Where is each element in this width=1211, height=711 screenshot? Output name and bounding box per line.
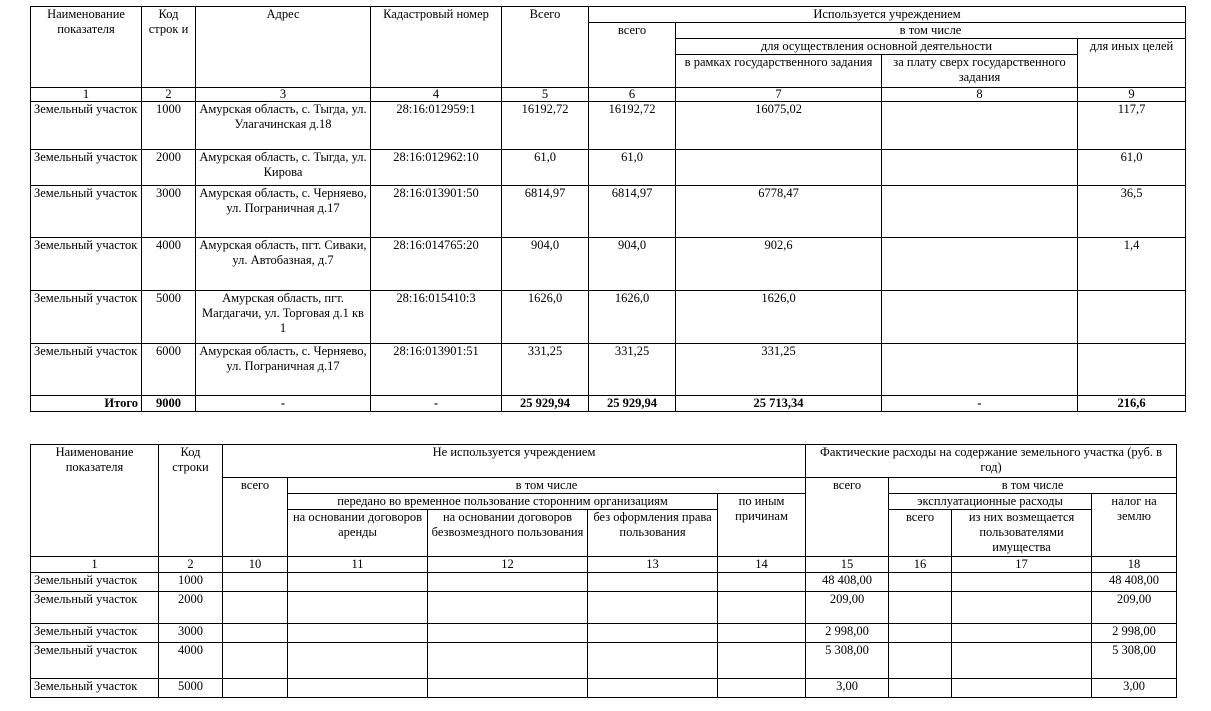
totals-other: 216,6 (1078, 396, 1186, 412)
row-tax: 5 308,00 (1092, 643, 1177, 679)
column-number-row (31, 88, 1186, 102)
row-code: 5000 (142, 291, 196, 344)
row-used: 61,0 (589, 150, 676, 186)
header-code: Код строки (159, 445, 223, 557)
row-total: 1626,0 (502, 291, 589, 344)
column-number-row (31, 557, 1177, 573)
row-state-task: 6778,47 (676, 186, 882, 238)
table-row (31, 624, 1177, 643)
row-address: Амурская область, пгт. Сиваки, ул. Автобазная, д.7 (196, 238, 371, 291)
row-used: 1626,0 (589, 291, 676, 344)
totals-code: 9000 (142, 396, 196, 412)
row-code: 3000 (159, 624, 223, 643)
header-costs-incl: в том числе (889, 478, 1177, 494)
row-paid (882, 150, 1078, 186)
row-total: 904,0 (502, 238, 589, 291)
table-row (31, 679, 1177, 698)
col-number: 10 (223, 557, 288, 573)
header-used: Используется учреждением (589, 7, 1186, 23)
table-row (31, 573, 1177, 592)
table-row (31, 592, 1177, 624)
row-code: 1000 (142, 102, 196, 150)
header-used-total: всего (589, 23, 676, 88)
row-code: 2000 (159, 592, 223, 624)
table-row (31, 344, 1186, 396)
col-number: 11 (288, 557, 428, 573)
header-state-task: в рамках государственного задания (676, 55, 882, 88)
row-cadastral: 28:16:012962:10 (371, 150, 502, 186)
row-cadastral: 28:16:014765:20 (371, 238, 502, 291)
row-other: 61,0 (1078, 150, 1186, 186)
row-code: 6000 (142, 344, 196, 396)
row-name: Земельный участок (31, 102, 142, 150)
row-code: 5000 (159, 679, 223, 698)
row-total: 61,0 (502, 150, 589, 186)
row-code: 4000 (142, 238, 196, 291)
header-paid: за плату сверх государственного задания (882, 55, 1078, 88)
row-name: Земельный участок (31, 291, 142, 344)
table-row (31, 291, 1186, 344)
header-name: Наименование показателя (31, 445, 159, 557)
header-address: Адрес (196, 7, 371, 88)
col-number: 14 (718, 557, 806, 573)
row-total: 16192,72 (502, 102, 589, 150)
col-number: 9 (1078, 88, 1186, 102)
header-other-reasons: по иным причинам (718, 494, 806, 557)
col-number: 7 (676, 88, 882, 102)
row-state-task: 331,25 (676, 344, 882, 396)
land-use-table (30, 6, 1186, 412)
totals-total: 25 929,94 (502, 396, 589, 412)
totals-row (31, 396, 1186, 412)
row-paid (882, 291, 1078, 344)
row-code: 2000 (142, 150, 196, 186)
row-name: Земельный участок (31, 238, 142, 291)
header-costs-total: всего (806, 478, 889, 557)
row-tax: 209,00 (1092, 592, 1177, 624)
row-address: Амурская область, с. Тыгда, ул. Кирова (196, 150, 371, 186)
col-number: 4 (371, 88, 502, 102)
table-row (31, 102, 1186, 150)
row-state-task: 902,6 (676, 238, 882, 291)
row-costs-total: 2 998,00 (806, 624, 889, 643)
totals-used: 25 929,94 (589, 396, 676, 412)
row-state-task: 16075,02 (676, 102, 882, 150)
row-other: 1,4 (1078, 238, 1186, 291)
row-cadastral: 28:16:015410:3 (371, 291, 502, 344)
row-cadastral: 28:16:012959:1 (371, 102, 502, 150)
row-code: 4000 (159, 643, 223, 679)
table-row (31, 150, 1186, 186)
col-number: 5 (502, 88, 589, 102)
header-no-rights: без оформления права пользования (588, 510, 718, 557)
row-state-task (676, 150, 882, 186)
row-cadastral: 28:16:013901:51 (371, 344, 502, 396)
header-incl: в том числе (288, 478, 806, 494)
col-number: 3 (196, 88, 371, 102)
row-paid (882, 238, 1078, 291)
col-number: 2 (159, 557, 223, 573)
header-code: Код строк и (142, 7, 196, 88)
header-reimbursed: из них возмещается пользователями имущества (952, 510, 1092, 557)
row-name: Земельный участок (31, 573, 159, 592)
row-tax: 2 998,00 (1092, 624, 1177, 643)
header-transferred: передано во временное пользование сторонним организациям (288, 494, 718, 510)
col-number: 13 (588, 557, 718, 573)
unused-land-costs-table (30, 444, 1177, 698)
row-paid (882, 186, 1078, 238)
header-lease: на основании договоров аренды (288, 510, 428, 557)
totals-label: Итого (31, 396, 142, 412)
col-number: 16 (889, 557, 952, 573)
header-main-activity: для осуществления основной деятельности (676, 39, 1078, 55)
row-other: 36,5 (1078, 186, 1186, 238)
row-used: 16192,72 (589, 102, 676, 150)
row-cadastral: 28:16:013901:50 (371, 186, 502, 238)
row-code: 3000 (142, 186, 196, 238)
row-name: Земельный участок (31, 643, 159, 679)
table-row (31, 186, 1186, 238)
col-number: 1 (31, 88, 142, 102)
header-costs: Фактические расходы на содержание земельного участка (руб. в год) (806, 445, 1177, 478)
row-address: Амурская область, с. Тыгда, ул. Улагачинская д.18 (196, 102, 371, 150)
row-tax: 48 408,00 (1092, 573, 1177, 592)
row-used: 331,25 (589, 344, 676, 396)
totals-paid: - (882, 396, 1078, 412)
header-operating: эксплуатационные расходы (889, 494, 1092, 510)
row-code: 1000 (159, 573, 223, 592)
header-cadastral: Кадастровый номер (371, 7, 502, 88)
header-free-use: на основании договоров безвозмездного пользования (428, 510, 588, 557)
row-paid (882, 102, 1078, 150)
row-used: 904,0 (589, 238, 676, 291)
row-name: Земельный участок (31, 624, 159, 643)
totals-cadastral: - (371, 396, 502, 412)
row-costs-total: 3,00 (806, 679, 889, 698)
header-not-used: Не используется учреждением (223, 445, 806, 478)
row-paid (882, 344, 1078, 396)
totals-address: - (196, 396, 371, 412)
row-total: 331,25 (502, 344, 589, 396)
table-row (31, 238, 1186, 291)
row-other (1078, 344, 1186, 396)
table-row (31, 643, 1177, 679)
row-name: Земельный участок (31, 344, 142, 396)
col-number: 15 (806, 557, 889, 573)
row-other: 117,7 (1078, 102, 1186, 150)
col-number: 6 (589, 88, 676, 102)
row-name: Земельный участок (31, 679, 159, 698)
header-name: Наименование показателя (31, 7, 142, 88)
header-total: всего (223, 478, 288, 557)
row-name: Земельный участок (31, 150, 142, 186)
row-name: Земельный участок (31, 592, 159, 624)
header-other-purposes: для иных целей (1078, 39, 1186, 88)
col-number: 1 (31, 557, 159, 573)
header-op-total: всего (889, 510, 952, 557)
row-costs-total: 48 408,00 (806, 573, 889, 592)
row-total: 6814,97 (502, 186, 589, 238)
row-used: 6814,97 (589, 186, 676, 238)
row-other (1078, 291, 1186, 344)
totals-state-task: 25 713,34 (676, 396, 882, 412)
row-costs-total: 209,00 (806, 592, 889, 624)
col-number: 2 (142, 88, 196, 102)
row-name: Земельный участок (31, 186, 142, 238)
col-number: 8 (882, 88, 1078, 102)
row-address: Амурская область, пгт. Магдагачи, ул. Торговая д.1 кв 1 (196, 291, 371, 344)
header-total: Всего (502, 7, 589, 88)
row-costs-total: 5 308,00 (806, 643, 889, 679)
col-number: 17 (952, 557, 1092, 573)
header-tax: налог на землю (1092, 494, 1177, 557)
row-state-task: 1626,0 (676, 291, 882, 344)
row-tax: 3,00 (1092, 679, 1177, 698)
header-incl: в том числе (676, 23, 1186, 39)
row-address: Амурская область, с. Черняево, ул. Пограничная д.17 (196, 344, 371, 396)
col-number: 18 (1092, 557, 1177, 573)
row-address: Амурская область, с. Черняево, ул. Пограничная д.17 (196, 186, 371, 238)
col-number: 12 (428, 557, 588, 573)
